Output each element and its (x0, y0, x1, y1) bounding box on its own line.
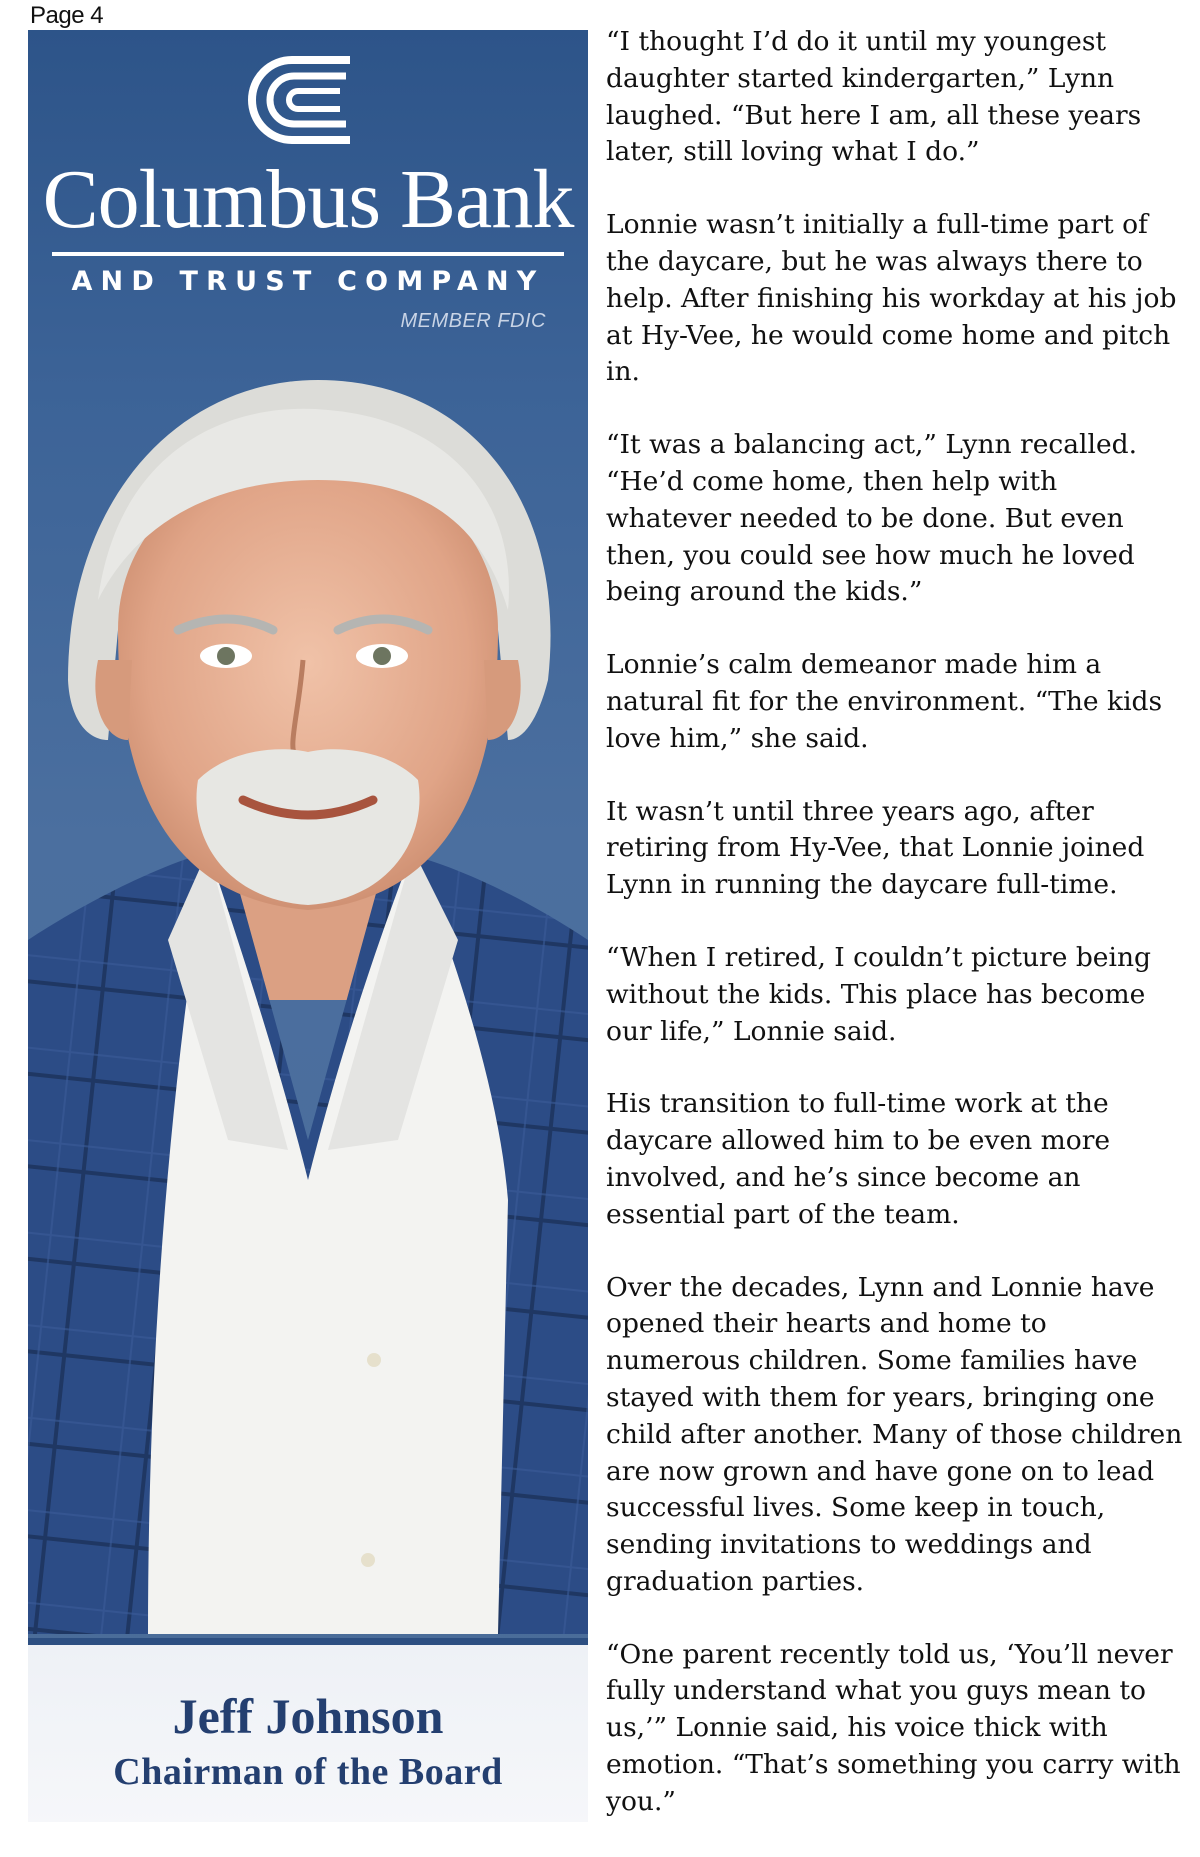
article-paragraph: His transition to full-time work at the daycare allowed him to be even more involved, and he’s since become an essential part of the team. (606, 1088, 1111, 1230)
person-title: Chairman of the Board (113, 1751, 503, 1793)
article-body (606, 24, 1186, 1857)
member-fdic-label: MEMBER FDIC (400, 310, 546, 332)
article-paragraph: “It was a balancing act,” Lynn recalled. “He’d come home, then help with whatever needed to be done. But even then, you could see how much he loved being around the kids.” (606, 429, 1138, 608)
page-number: Page 4 (30, 2, 104, 29)
article-paragraph: It wasn’t until three years ago, after retiring from Hy-Vee, that Lonnie joined Lynn in running the daycare full-time. (606, 795, 1145, 901)
article-paragraph: “I thought I’d do it until my youngest daughter started kindergarten,” Lynn laughed. “But here I am, all these years later, still loving what I do.” (606, 26, 1142, 168)
article-paragraph: Lonnie’s calm demeanor made him a natural fit for the environment. “The kids love him,” she said. (606, 649, 1163, 754)
bank-subtitle: AND TRUST COMPANY (71, 266, 545, 297)
bank-advertisement (28, 30, 588, 1822)
portrait-photo (28, 380, 588, 1634)
person-name: Jeff Johnson (172, 1688, 444, 1744)
columbus-c-logo-icon (230, 50, 370, 150)
bank-name: Columbus Bank (42, 153, 574, 246)
article-paragraph: “One parent recently told us, ‘You’ll never fully understand what you guys mean to us,’” Lonnie said, his voice thick with emotion. “That’s something you carry with you.” (606, 1638, 1181, 1817)
article-paragraph: “When I retired, I couldn’t picture being without the kids. This place has become our life,” Lonnie said. (606, 941, 1151, 1047)
caption-box (28, 1638, 588, 1822)
article-paragraph: Lonnie wasn’t initially a full-time part of the daycare, but he was always there to help. After finishing his workday at his job at Hy-Vee, he would come home and pitch in. (606, 209, 1177, 388)
divider (52, 252, 564, 256)
article-paragraph: Over the decades, Lynn and Lonnie have opened their hearts and home to numerous children. Some families have stayed with them for years, bringing one child after another. Many of those children are now grown and have gone on to lead successful lives. Some keep in touch, sending invitations to weddings and graduation parties. (606, 1271, 1183, 1597)
